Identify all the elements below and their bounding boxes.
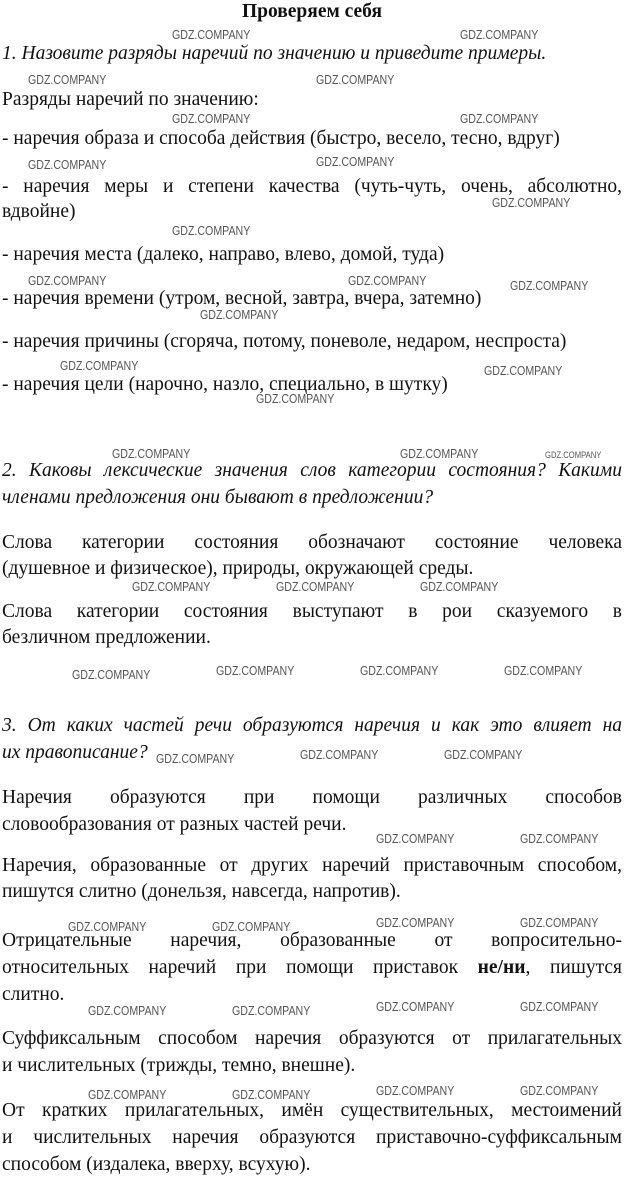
watermark: GDZ.COMPANY <box>232 1004 311 1018</box>
watermark: GDZ.COMPANY <box>376 832 455 846</box>
question-2-line-1: 2. Каковы лексические значения слов категории состояния? Какими <box>2 460 622 481</box>
watermark: GDZ.COMPANY <box>172 224 251 238</box>
watermark: GDZ.COMPANY <box>520 916 599 930</box>
watermark: GDZ.COMPANY <box>545 450 602 460</box>
watermark: GDZ.COMPANY <box>172 112 251 126</box>
page-title: Проверяем себя <box>241 1 383 22</box>
q1-item-measure-cont: вдвойне) <box>2 201 76 222</box>
watermark: GDZ.COMPANY <box>348 274 427 288</box>
q2-answer-1-line-1: Слова категории состояния обозначают состояние человека <box>2 532 622 553</box>
watermark: GDZ.COMPANY <box>492 196 571 210</box>
watermark: GDZ.COMPANY <box>520 1084 599 1098</box>
watermark: GDZ.COMPANY <box>360 664 439 678</box>
watermark: GDZ.COMPANY <box>376 1084 455 1098</box>
watermark: GDZ.COMPANY <box>132 580 211 594</box>
question-3-line-2: их правописание? <box>2 742 148 763</box>
q1-item-purpose: - наречия цели (нарочно, назло, специально, в шутку) <box>2 374 448 395</box>
watermark: GDZ.COMPANY <box>376 1000 455 1014</box>
watermark: GDZ.COMPANY <box>256 392 335 406</box>
q2-answer-2-line-2: безличном предложении. <box>2 627 211 648</box>
watermark: GDZ.COMPANY <box>520 1000 599 1014</box>
q3-p5-line-1: От кратких прилагательных, имён существительных, местоимений <box>2 1100 622 1121</box>
q2-answer-2-line-1: Слова категории состояния выступают в рои сказуемого в <box>2 601 622 622</box>
watermark: GDZ.COMPANY <box>276 580 355 594</box>
watermark: GDZ.COMPANY <box>212 920 291 934</box>
watermark: GDZ.COMPANY <box>88 1088 167 1102</box>
q3-p2-line-2: пишутся слитно (донельзя, навсегда, напротив). <box>2 881 401 902</box>
watermark: GDZ.COMPANY <box>200 308 279 322</box>
watermark: GDZ.COMPANY <box>460 112 539 126</box>
question-3-line-1: 3. От каких частей речи образуются наречия и как это влияет на <box>2 715 622 736</box>
watermark: GDZ.COMPANY <box>376 916 455 930</box>
watermark: GDZ.COMPANY <box>460 28 539 42</box>
watermark: GDZ.COMPANY <box>510 279 589 293</box>
watermark: GDZ.COMPANY <box>504 664 583 678</box>
watermark: GDZ.COMPANY <box>28 158 107 172</box>
watermark: GDZ.COMPANY <box>316 155 395 169</box>
watermark: GDZ.COMPANY <box>216 664 295 678</box>
watermark: GDZ.COMPANY <box>300 748 379 762</box>
watermark: GDZ.COMPANY <box>444 748 523 762</box>
watermark: GDZ.COMPANY <box>88 1004 167 1018</box>
watermark: GDZ.COMPANY <box>72 668 151 682</box>
q1-item-place: - наречия места (далеко, направо, влево, домой, туда) <box>2 244 445 265</box>
q3-p3-text-before: относительных наречий при помощи приставок <box>2 957 478 978</box>
watermark: GDZ.COMPANY <box>28 274 107 288</box>
q1-item-measure: - наречия меры и степени качества (чуть-чуть, очень, абсолютно, <box>2 176 622 197</box>
q3-p4-line-2: и числительных (трижды, темно, внешне). <box>2 1055 356 1076</box>
watermark: GDZ.COMPANY <box>316 73 395 87</box>
watermark: GDZ.COMPANY <box>420 580 499 594</box>
watermark: GDZ.COMPANY <box>68 920 147 934</box>
watermark: GDZ.COMPANY <box>60 359 139 373</box>
watermark: GDZ.COMPANY <box>172 28 251 42</box>
q3-p4-line-1: Суффиксальным способом наречия образуются от прилагательных <box>2 1028 622 1049</box>
q1-item-time: - наречия времени (утром, весной, завтра, вчера, затемно) <box>2 288 482 309</box>
q3-p3-line-1: Отрицательные наречия, образованные от вопросительно- <box>2 930 622 951</box>
q2-answer-1-line-2: (душевное и физическое), природы, окружающей среды. <box>2 558 474 579</box>
watermark: GDZ.COMPANY <box>400 447 479 461</box>
q3-p5-line-2: и числительных наречия образуются приставочно-суффиксальным <box>2 1127 622 1148</box>
question-1: 1. Назовите разряды наречий по значению и приведите примеры. <box>2 43 547 64</box>
q3-p5-line-3: способом (издалека, вверху, всухую). <box>2 1154 311 1175</box>
q3-p1-line-1: Наречия образуются при помощи различных способов <box>2 787 622 808</box>
q3-p3-line-2 <box>2 956 622 980</box>
q3-p3-prefix-bold: не/ни <box>477 957 526 978</box>
watermark: GDZ.COMPANY <box>28 73 107 87</box>
watermark: GDZ.COMPANY <box>112 447 191 461</box>
q1-intro: Разряды наречий по значению: <box>2 89 259 110</box>
q1-item-manner: - наречия образа и способа действия (быстро, весело, тесно, вдруг) <box>2 128 560 149</box>
q3-p1-line-2: словообразования от разных частей речи. <box>2 814 347 835</box>
watermark: GDZ.COMPANY <box>232 1088 311 1102</box>
q3-p3-text-after: , пишутся <box>525 957 622 978</box>
q1-item-cause: - наречия причины (сгоряча, потому, поневоле, недаром, неспроста) <box>2 331 567 352</box>
q3-p3-line-3: слитно. <box>2 984 65 1005</box>
question-2-line-2: членами предложения они бывают в предложении? <box>2 487 434 508</box>
watermark: GDZ.COMPANY <box>156 752 235 766</box>
q3-p2-line-1: Наречия, образованные от других наречий приставочным способом, <box>2 855 622 876</box>
watermark: GDZ.COMPANY <box>520 832 599 846</box>
watermark: GDZ.COMPANY <box>484 364 563 378</box>
